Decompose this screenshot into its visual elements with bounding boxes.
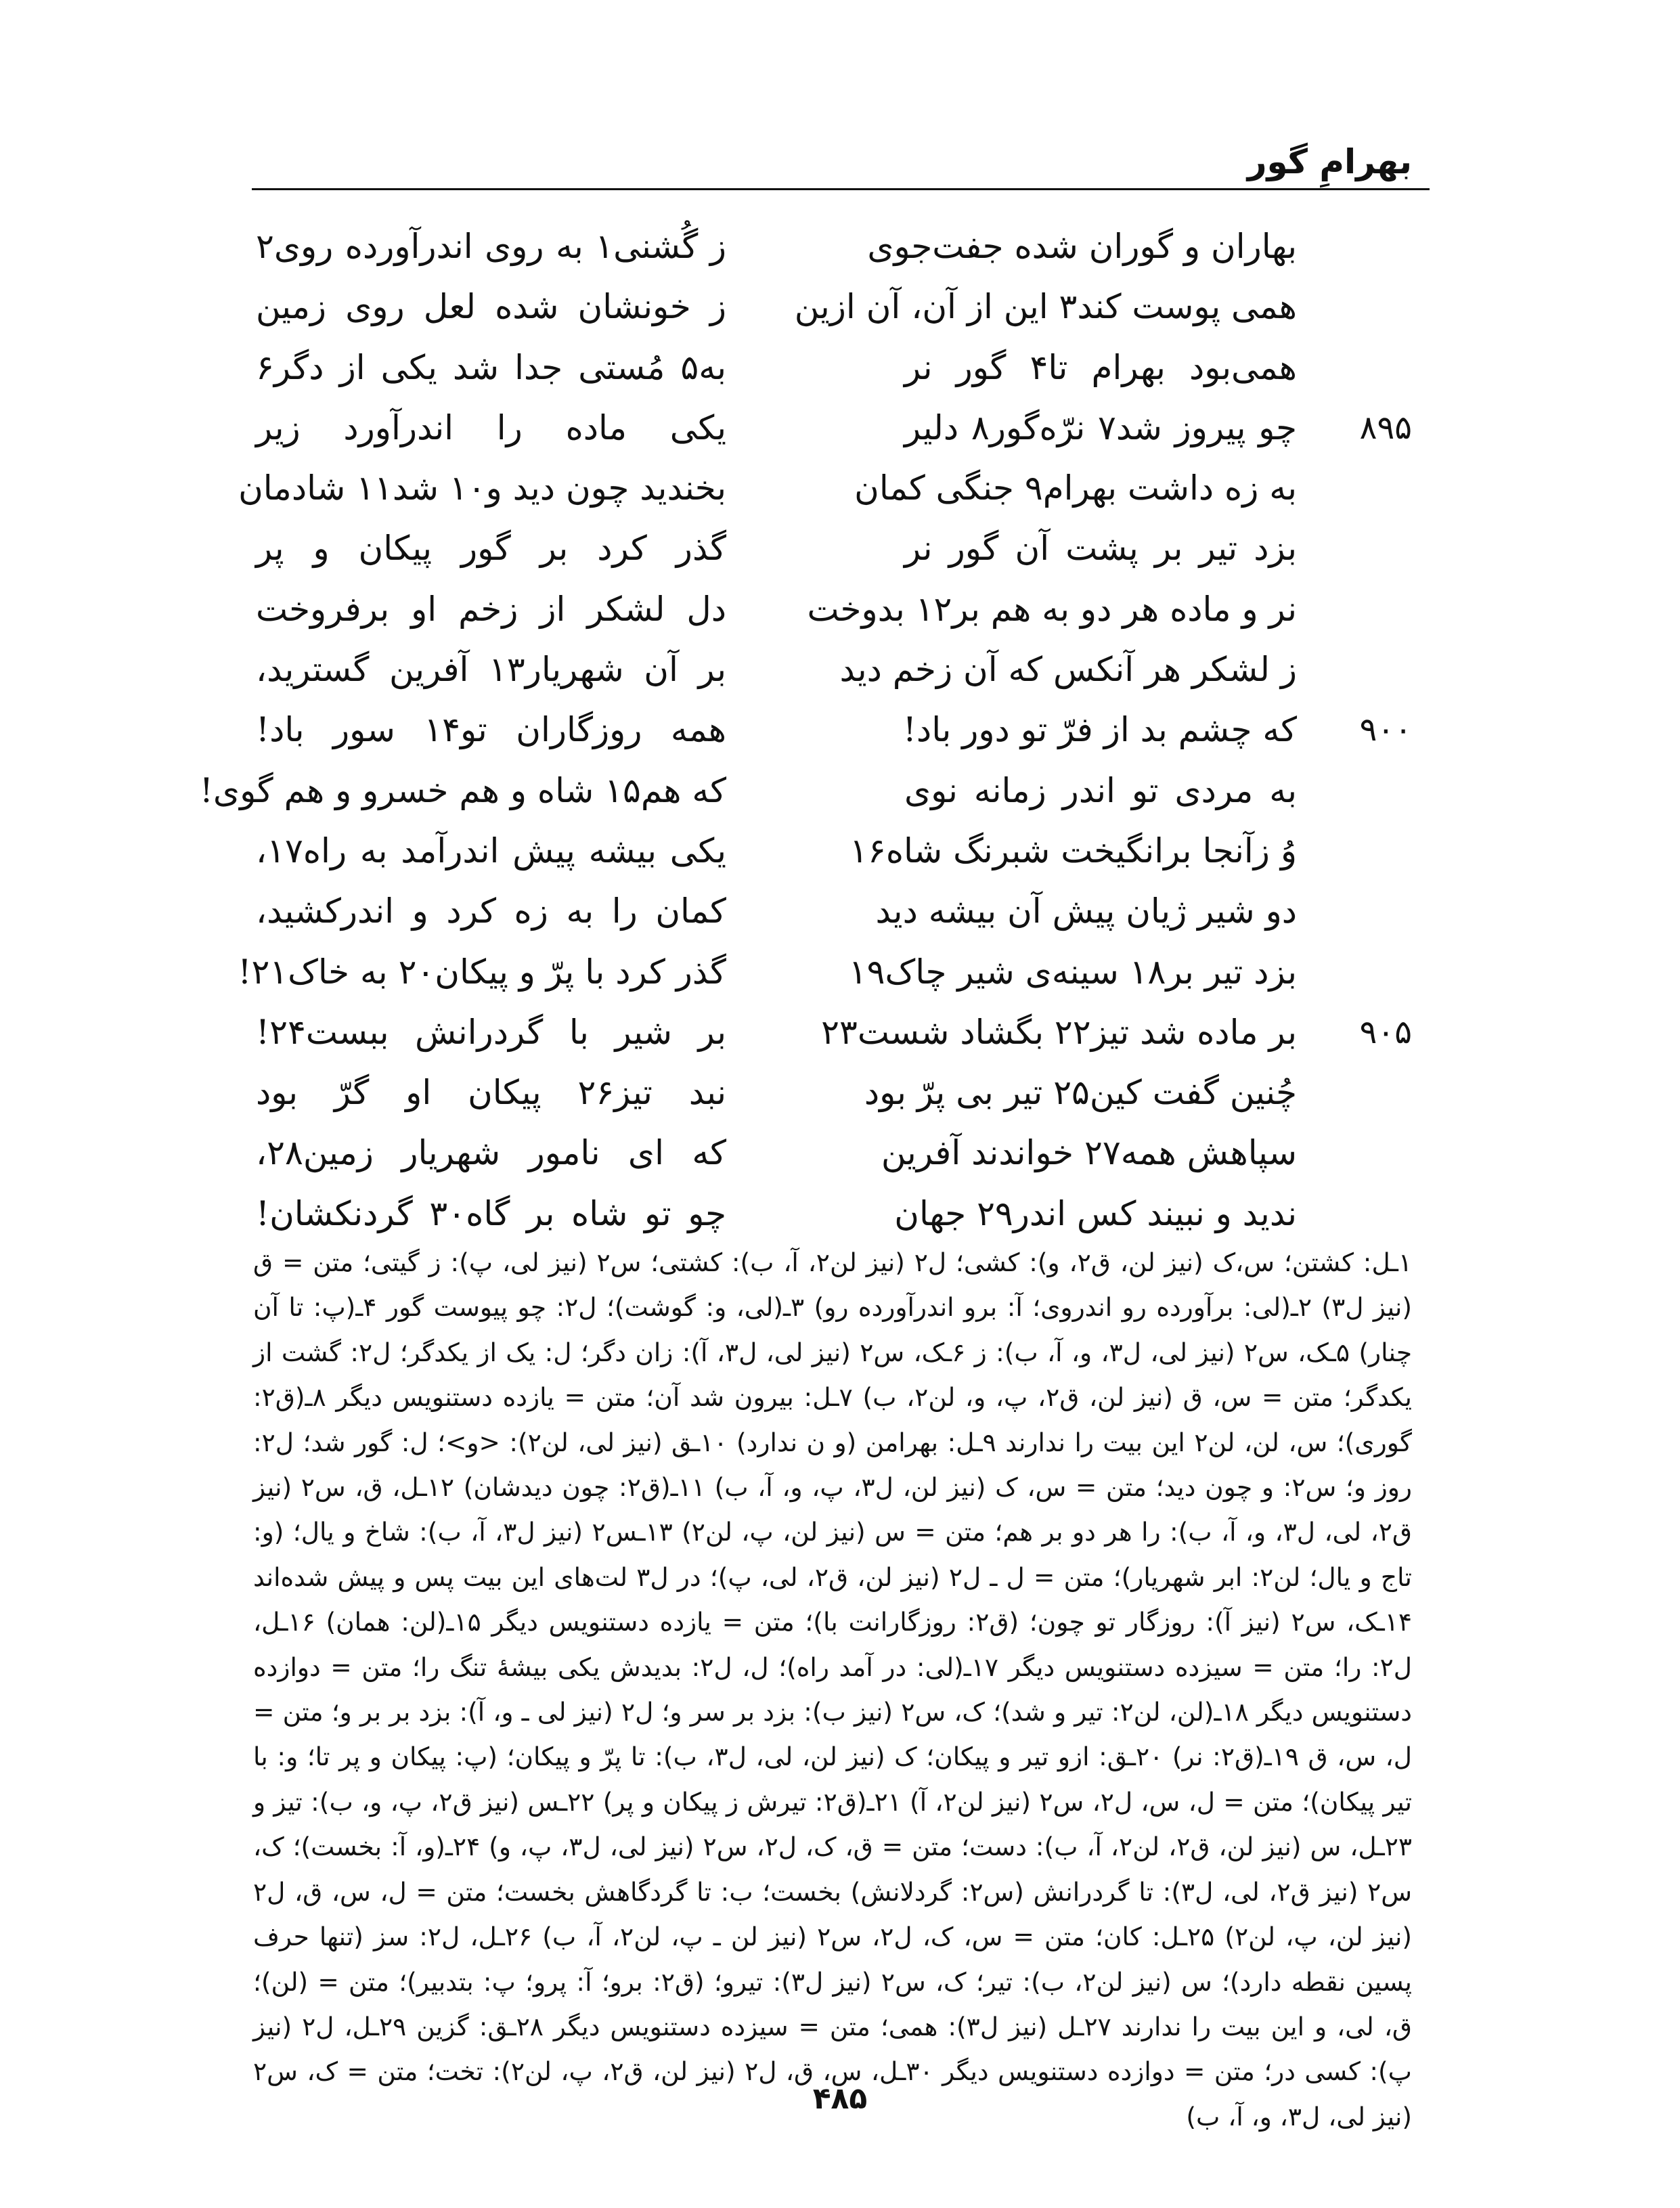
verse-row — [256, 700, 1412, 760]
verse-second-hemistich: گذر کرد با پرّ و پیکان۲۰ به خاک۲۱! — [238, 952, 726, 992]
verse-row — [199, 761, 1412, 821]
verse-first-hemistich: ندید و نبیند کس اندر۲۹ جهان — [894, 1193, 1297, 1233]
verse-second-hemistich: به۵ مُستی جدا شد یکی از دگر۶ — [256, 347, 726, 387]
verse-second-hemistich: که ای نامور شهریار زمین۲۸، — [256, 1133, 726, 1173]
verse-area — [199, 217, 1412, 1244]
running-header-title: بهرامِ گور — [1247, 142, 1412, 181]
verse-first-hemistich: بر ماده شد تیز۲۲ بگشاد شست۲۳ — [821, 1012, 1297, 1052]
verse-second-hemistich: همه روزگاران تو۱۴ سور باد! — [256, 710, 727, 750]
verse-second-hemistich: نبد تیز۲۶ پیکان او گرّ بود — [256, 1073, 726, 1113]
verse-first-hemistich: به زه داشت بهرام۹ جنگی کمان — [854, 468, 1297, 508]
verse-second-hemistich: گذر کرد بر گور پیکان و پر — [256, 529, 726, 569]
verse-row — [238, 942, 1412, 1002]
verse-row — [256, 1063, 1412, 1123]
header-rule — [252, 188, 1430, 190]
verse-row — [256, 640, 1412, 700]
verse-second-hemistich: بخندید چون دید و۱۰ شد۱۱ شادمان — [238, 468, 726, 508]
verse-second-hemistich: ز گُشنی۱ به روی اندرآورده روی۲ — [256, 227, 726, 266]
verse-first-hemistich: سپاهش همه۲۷ خواندند آفرین — [881, 1133, 1297, 1173]
verse-first-hemistich: بزد تیر بر۱۸ سینه‌ی شیر چاک۱۹ — [848, 952, 1297, 992]
verse-row — [256, 881, 1412, 942]
verse-second-hemistich: ز خونشان شده لعل روی زمین — [256, 287, 726, 327]
page-number: ۴۸۵ — [812, 2081, 868, 2116]
verse-second-hemistich: بر آن شهریار۱۳ آفرین گسترید، — [256, 650, 726, 690]
verse-row — [256, 518, 1412, 579]
verse-first-hemistich: چو پیروز شد۷ نرّه‌گور۸ دلیر — [904, 407, 1297, 447]
verse-first-hemistich: وُ زآنجا برانگیخت شبرنگ شاه۱۶ — [849, 831, 1297, 870]
verse-row — [238, 458, 1412, 518]
verse-line-number: ۹۰۰ — [1359, 711, 1412, 749]
verse-first-hemistich: بزد تیر بر پشت آن گور نر — [904, 529, 1297, 569]
verse-second-hemistich: بر شیر با گردرانش ببست۲۴! — [256, 1012, 726, 1052]
verse-row — [256, 1184, 1412, 1244]
footnotes — [253, 1240, 1412, 2139]
verse-second-hemistich: دل لشکر از زخم او برفروخت — [256, 589, 726, 629]
verse-first-hemistich: ز لشکر هر آنکس که آن زخم دید — [839, 650, 1297, 690]
verse-row — [256, 398, 1412, 458]
verse-first-hemistich: بهاران و گوران شده جفت‌جوی — [867, 227, 1297, 266]
footnotes-text: ۱ـل: کشتن؛ س،ک (نیز لن، ق۲، و): کشی؛ ل۲ (نیز لن۲، آ، ب): کشتی؛ س۲ (نیز لی، پ): ز گیتی؛ متن = ق (نیز ل۳) ۲ـ(لی: برآورده رو اندروی؛ آ: برو اندرآورده رو) ۳ـ(لی، و: گوشت)؛ ل۲: چو پیوست گور ۴ـ(پ: تا آن چنار) ۵ـک، س۲ (نیز لی، ل۳، و، آ، ب): ز ۶ـک، س۲ (نیز لی، ل۳، آ): زان دگر؛ ل: یک از یکدگر؛ ل۲: گشت از یکدگر؛ متن = س، ق (نیز لن، ق۲، پ، و، لن۲، ب) ۷ـل: بیرون شد آن؛ متن = یازده دستنویس دیگر ۸ـ(ق۲: گوری)؛ س، لن، لن۲ این بیت را ندارند ۹ـل: بهرامن (و ن ندارد) ۱۰ـق (نیز لی، لن۲): <و>؛ ل: گور شد؛ ل۲: روز و؛ س۲: و چون دید؛ متن = س، ک (نیز لن، ل۳، پ، و، آ، ب) ۱۱ـ(ق۲: چون دیدشان) ۱۲ـل، ق، س۲ (نیز ق۲، لی، ل۳، و، آ، ب): را هر دو بر هم؛ متن = س (نیز لن، پ، لن۲) ۱۳ـس۲ (نیز ل۳، آ، ب): شاخ و یال؛ (و: تاج و یال؛ لن۲: ابر شهریار)؛ متن = ل ـ ل۲ (نیز لن، ق۲، لی، پ)؛ در ل۳ لت‌های این بیت پس و پیش شده‌اند ۱۴ـک، س۲ (نیز آ): روزگار تو چون؛ (ق۲: روزگارانت با)؛ متن = یازده دستنویس دیگر ۱۵ـ(لن: همان) ۱۶ـل، ل۲: را؛ متن = سیزده دستنویس دیگر ۱۷ـ(لی: در آمد راه)؛ ل، ل۲: بدیدش یکی بیشهٔ تنگ را؛ متن = دوازده دستنویس دیگر ۱۸ـ(لن، لن۲: تیر و شد)؛ ک، س۲ (نیز ب): بزد بر سر و؛ ل۲ (نیز لی ـ و، آ): بزد بر بر و؛ متن = ل، س، ق ۱۹ـ(ق۲: نر) ۲۰ـق: ازو تیر و پیکان؛ ک (نیز لن، لی، ل۳، ب): تا پرّ و پیکان؛ (پ: پیکان و پر تا؛ و: با تیر پیکان)؛ متن = ل، س، ل۲، س۲ (نیز لن۲، آ) ۲۱ـ(ق۲: تیرش ز پیکان و پر) ۲۲ـس (نیز ق۲، پ، و، ب): تیز و ۲۳ـل، س (نیز لن، ق۲، لن۲، آ، ب): دست؛ متن = ق، ک، ل۲، س۲ (نیز لی، ل۳، پ، و) ۲۴ـ(و، آ: بخست)؛ ک، س۲ (نیز ق۲، لی، ل۳): تا گردرانش (س۲: گردلانش) بخست؛ ب: تا گردگاهش بخست؛ متن = ل، س، ق، ل۲ (نیز لن، پ، لن۲) ۲۵ـل: کان؛ متن = س، ک، ل۲، س۲ (نیز لن ـ پ، لن۲، آ، ب) ۲۶ـل، ل۲: سز (تنها حرف پسین نقطه دارد)؛ س (نیز لن۲، ب): تیر؛ ک، س۲ (نیز ل۳): تیرو؛ (ق۲: برو؛ آ: پرو؛ پ: بتدبیر)؛ متن = (لن)؛ ق، لی، و این بیت را ندارند ۲۷ـل (نیز ل۳): همی؛ متن = سیزده دستنویس دیگر ۲۸ـق: گزین ۲۹ـل، ل۲ (نیز پ): کسی در؛ متن = دوازده دستنویس دیگر ۳۰ـل، س، ق، ل۲ (نیز لن، ق۲، پ، لن۲): تخت؛ متن = ک، س۲ (نیز لی، ل۳، و، آ، ب) — [253, 1247, 1413, 2132]
verse-first-hemistich: نر و ماده هر دو به هم بر۱۲ بدوخت — [807, 589, 1297, 629]
verse-first-hemistich: چُنین گفت کین۲۵ تیر بی پرّ بود — [864, 1073, 1297, 1113]
verse-second-hemistich: یکی ماده را اندرآورد زیر — [256, 407, 726, 447]
verse-first-hemistich: به مردی تو اندر زمانه نوی — [904, 770, 1297, 810]
verse-row — [256, 277, 1412, 337]
verse-row — [256, 217, 1412, 277]
verse-second-hemistich: کمان را به زه کرد و اندرکشید، — [256, 891, 726, 931]
verse-line-number: ۸۹۵ — [1359, 408, 1412, 447]
verse-second-hemistich: یکی بیشه پیش اندرآمد به راه۱۷، — [256, 831, 726, 870]
verse-row — [256, 821, 1412, 881]
verse-row — [256, 1002, 1412, 1063]
verse-row — [256, 338, 1412, 398]
verse-line-number: ۹۰۵ — [1359, 1013, 1412, 1051]
verse-second-hemistich: که هم۱۵ شاه و هم خسرو و هم گوی! — [199, 770, 726, 810]
verse-first-hemistich: همی پوست کند۳ این از آن، آن ازین — [794, 287, 1297, 327]
verse-second-hemistich: چو تو شاه بر گاه۳۰ گردنکشان! — [256, 1193, 727, 1233]
verse-first-hemistich: که چشم بد از فرّ تو دور باد! — [902, 710, 1297, 750]
verse-row — [256, 579, 1412, 640]
verse-row — [256, 1123, 1412, 1183]
verse-first-hemistich: همی‌بود بهرام تا۴ گور نر — [904, 347, 1297, 387]
verse-first-hemistich: دو شیر ژیان پیش آن بیشه دید — [875, 891, 1297, 931]
